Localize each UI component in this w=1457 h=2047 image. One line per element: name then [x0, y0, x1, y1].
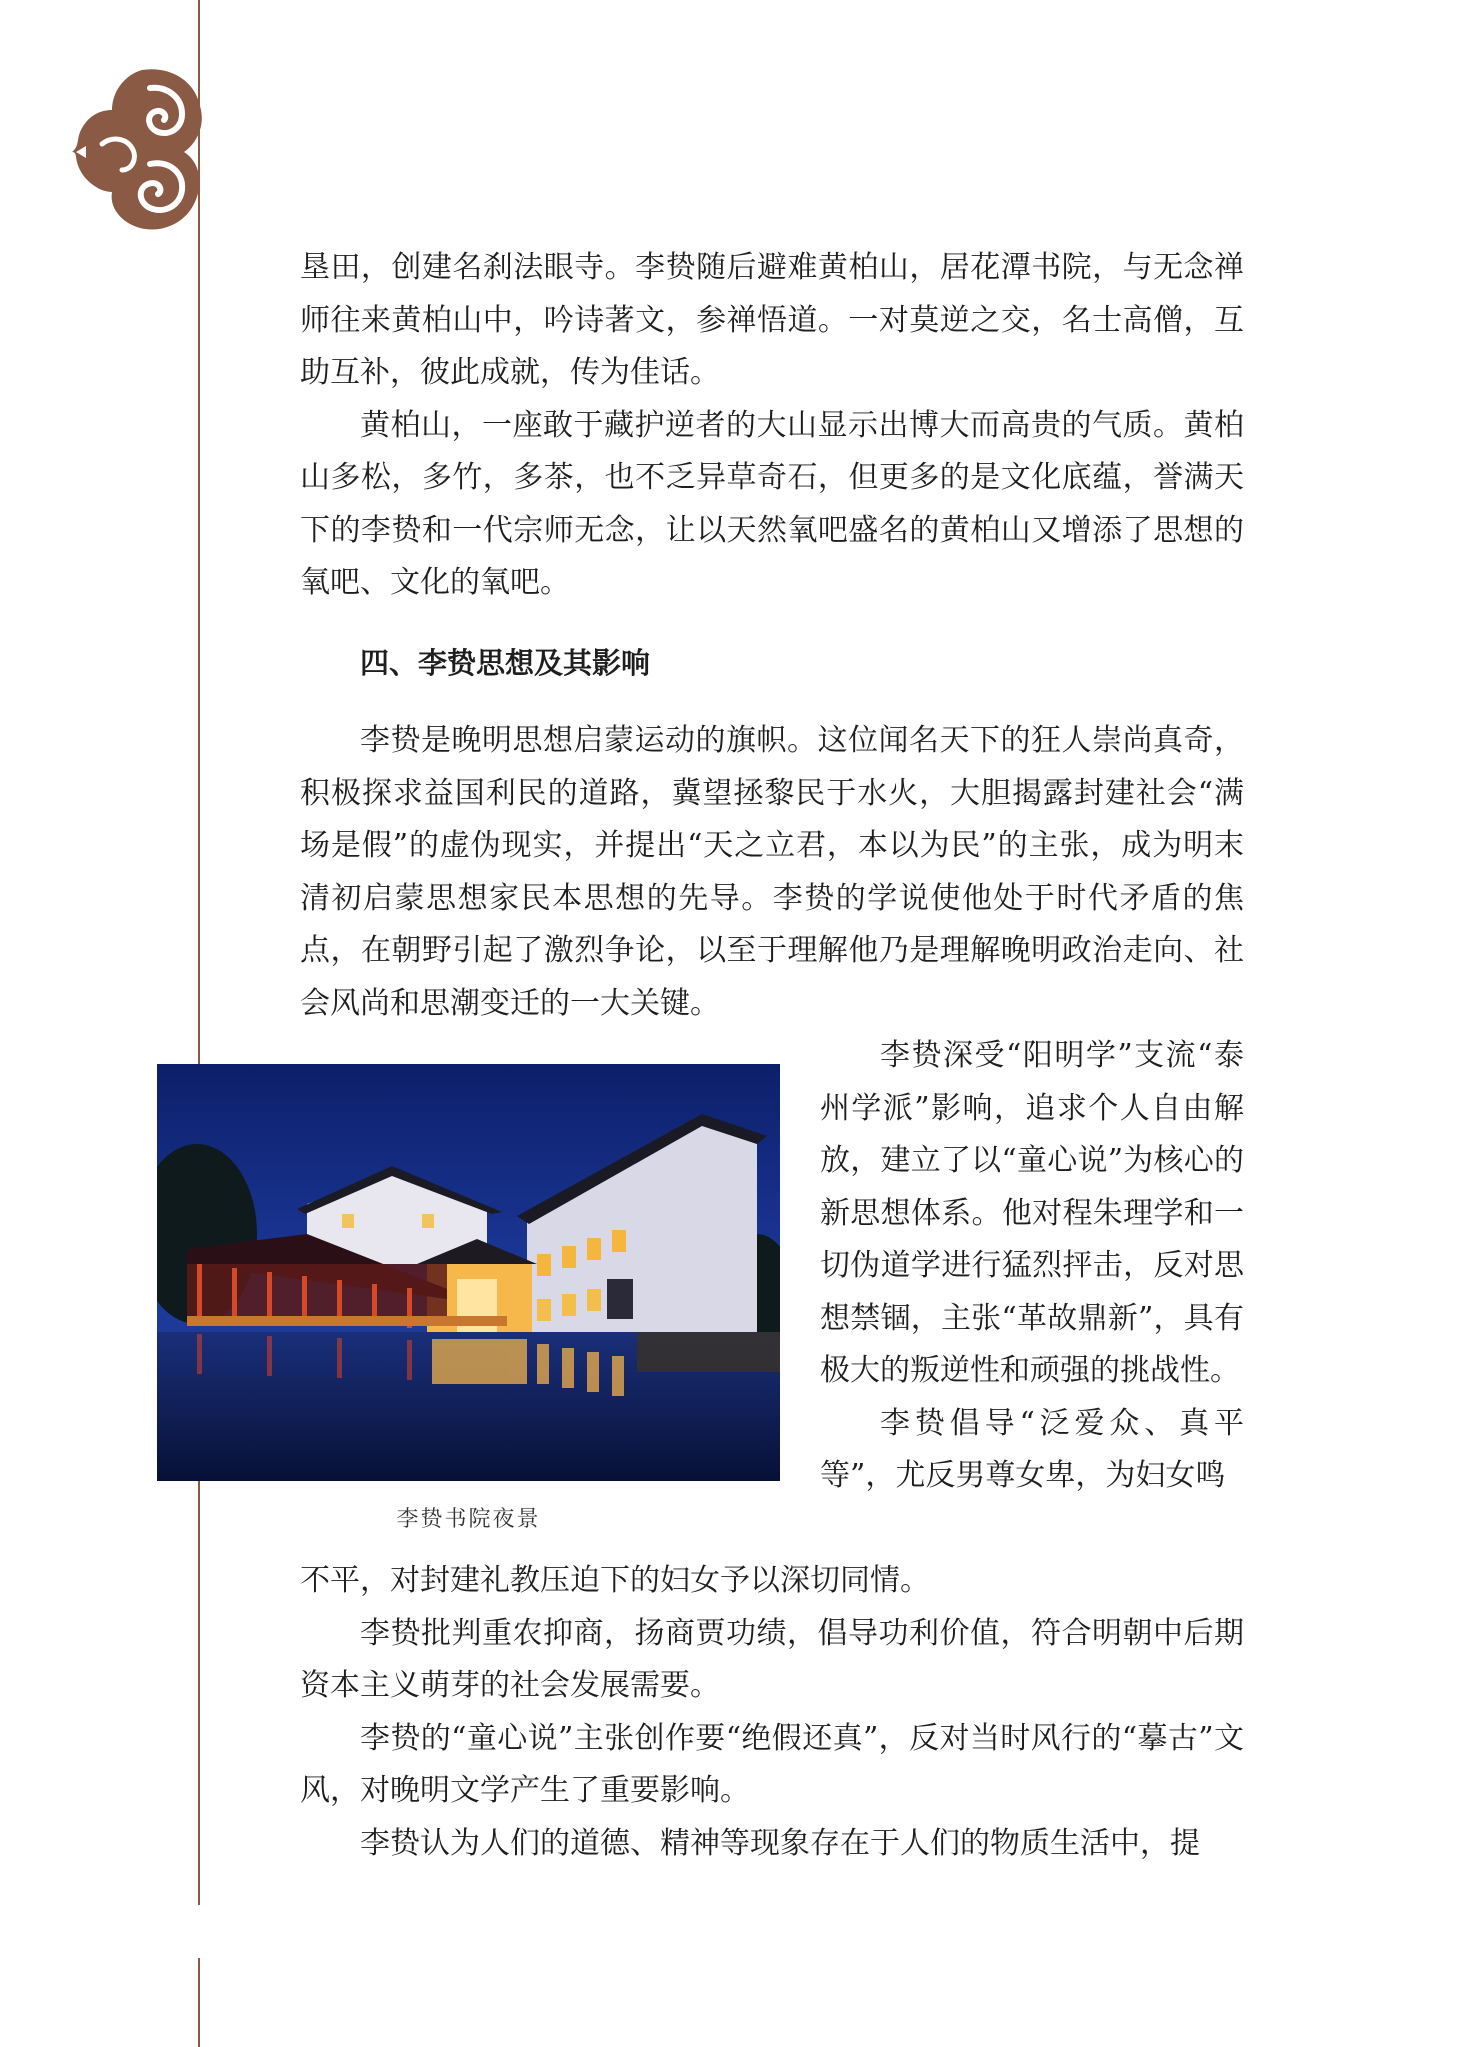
paragraph-morality: 李贽认为人们的道德、精神等现象存在于人们的物质生活中，提 — [360, 1825, 1200, 1861]
side-text-block — [820, 1030, 1244, 1503]
paragraph-childlike-heart: 李贽的“童心说”主张创作要“绝假还真”，反对当时风行的“摹古”文风，对晚明文学产生了重要影响。 — [300, 1720, 1244, 1808]
text-block-intro — [300, 715, 1244, 1030]
paragraph-taizhou-school: 李贽深受“阳明学”支流“泰州学派”影响，追求个人自由解放，建立了以“童心说”为核心的新思想体系。他对程朱理学和一切伪道学进行猛烈抨击，反对思想禁锢，主张“革故鼎新”，具有极大的叛逆性和顽强的挑战性。 — [820, 1038, 1244, 1388]
paragraph-equality-end: 不平，对封建礼教压迫下的妇女予以深切同情。 — [300, 1563, 930, 1598]
academy-night-photo — [157, 1064, 780, 1481]
paragraph-intro: 李贽是晚明思想启蒙运动的旗帜。这位闻名天下的狂人崇尚真奇，积极探求益国利民的道路，冀望拯黎民于水火，大胆揭露封建社会“满场是假”的虚伪现实，并提出“天之立君，本以为民”的主张，成为明末清初启蒙思想家民本思想的先导。李贽的学说使他处于时代矛盾的焦点，在朝野引起了激烈争论，以至于理解他乃是理解晚明政治走向、社会风尚和思潮变迁的一大关键。 — [300, 723, 1244, 1021]
auspicious-cloud-icon — [72, 66, 206, 238]
margin-rule — [198, 0, 200, 1905]
paragraph-commerce: 李贽批判重农抑商，扬商贾功绩，倡导功利价值，符合明朝中后期资本主义萌芽的社会发展需要。 — [300, 1615, 1244, 1703]
paragraph-continuation: 垦田，创建名刹法眼寺。李贽随后避难黄柏山，居花潭书院，与无念禅师往来黄柏山中，吟诗著文，参禅悟道。一对莫逆之交，名士高僧，互助互补，彼此成就，传为佳话。 — [300, 250, 1244, 390]
paragraph-huangbaishan: 黄柏山，一座敢于藏护逆者的大山显示出博大而高贵的气质。黄柏山多松，多竹，多茶，也不乏异草奇石，但更多的是文化底蕴，誉满天下的李贽和一代宗师无念，让以天然氧吧盛名的黄柏山又增添了思想的氧吧、文化的氧吧。 — [300, 407, 1244, 600]
photo-caption: 李贽书院夜景 — [396, 1507, 541, 1532]
section-heading: 四、李贽思想及其影响 — [360, 646, 651, 680]
text-block-bottom — [300, 1555, 1244, 1870]
margin-rule-lower — [198, 1958, 200, 2047]
paragraph-equality-start: 李贽倡导“泛爱众、真平等”，尤反男尊女卑，为妇女鸣 — [820, 1405, 1244, 1493]
text-block-top — [300, 242, 1244, 610]
section-block — [300, 638, 1244, 688]
